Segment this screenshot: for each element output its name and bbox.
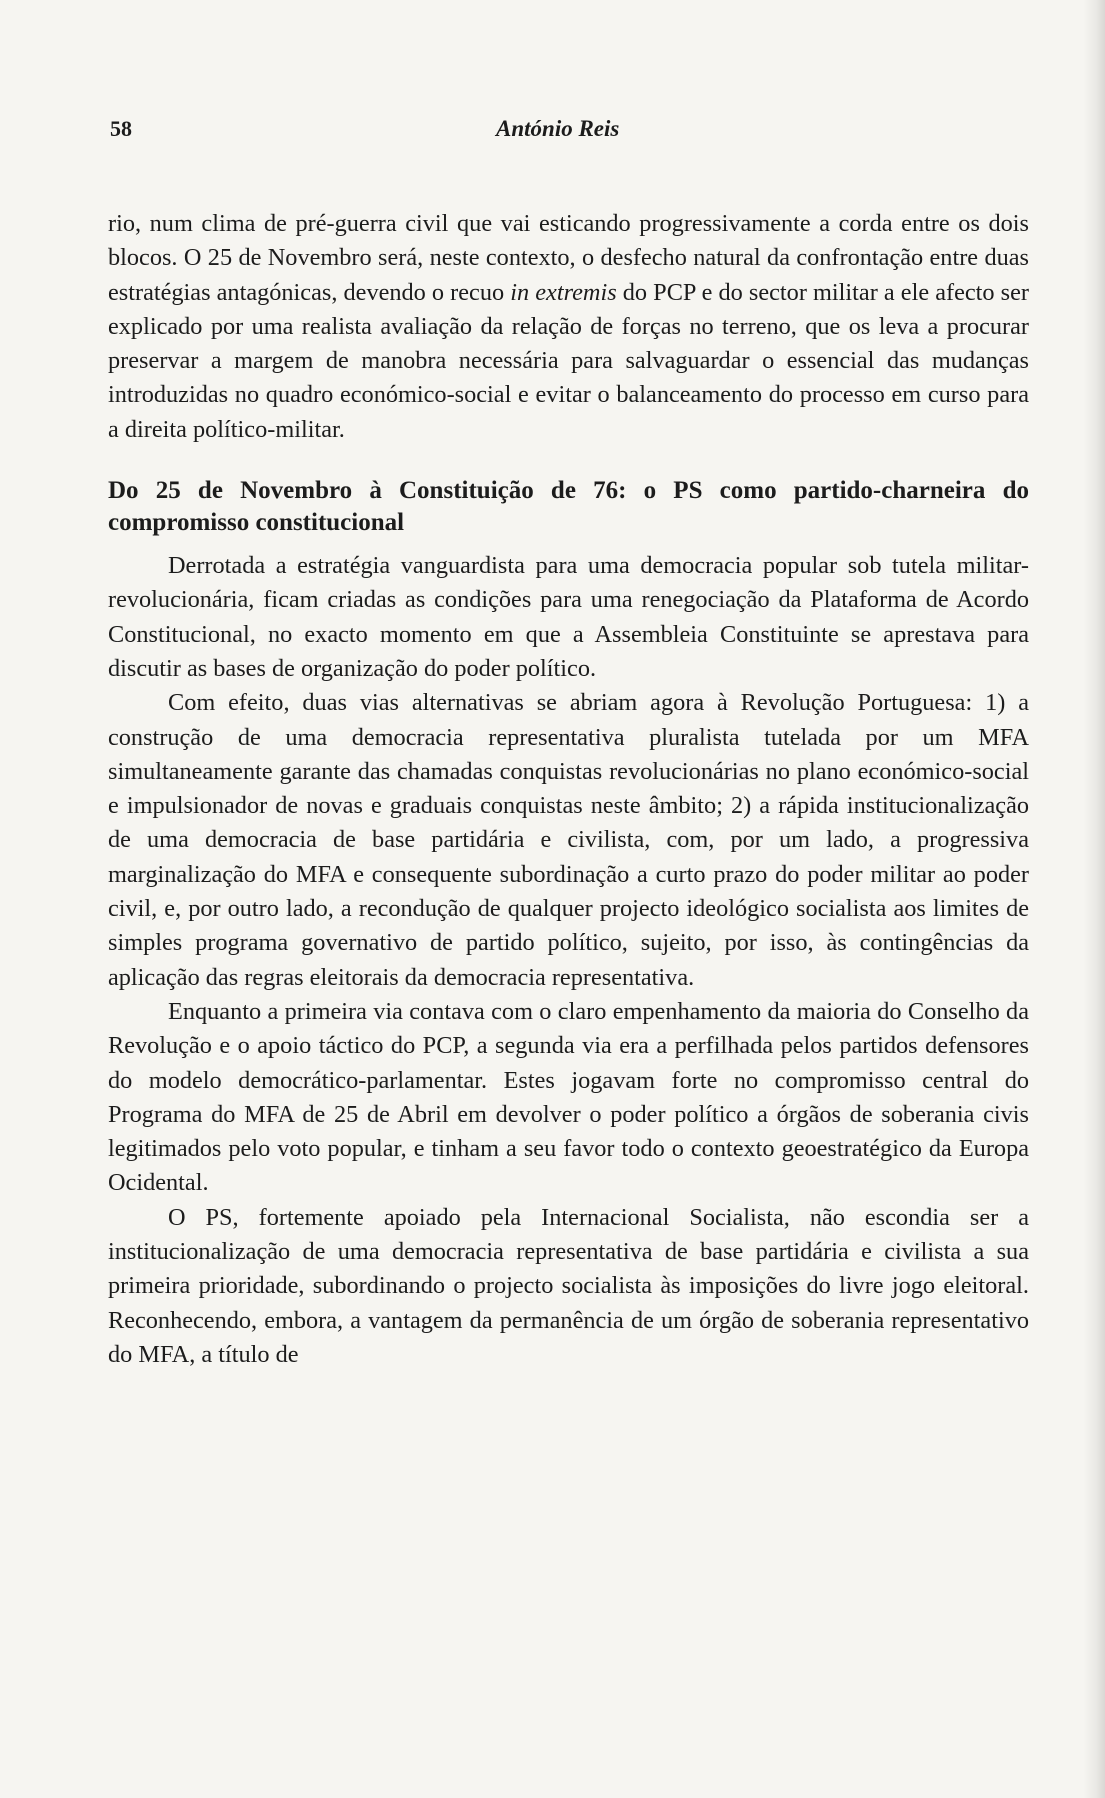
body-text <box>108 207 1029 1372</box>
paragraph: Com efeito, duas vias alternativas se abriam agora à Revolução Portuguesa: 1) a construção de uma democracia representativa pluralista tutelada por um MFA simultaneamente garante das chamadas conquistas revolucionárias no plano económico-social e impulsionador de novas e graduais conquistas neste âmbito; 2) a rápida institucionalização de uma democracia de base partidária e civilista, com, por um lado, a progressiva marginalização do MFA e consequente subordinação a curto prazo do poder militar ao poder civil, e, por outro lado, a recondução de qualquer projecto ideológico socialista aos limites de simples programa governativo de partido político, sujeito, por isso, às contingências da aplicação das regras eleitorais da democracia representativa. <box>108 689 1029 991</box>
page-header <box>110 116 1030 146</box>
paragraph: O PS, fortemente apoiado pela Internacional Socialista, não escondia ser a institucionalização de uma democracia representativa de base partidária e civilista a sua primeira prioridade, subordinando o projecto socialista às imposições do livre jogo eleitoral. Reconhecendo, embora, a vantagem da permanência de um órgão de soberania representativo do MFA, a título de <box>108 1203 1029 1368</box>
paragraph: Derrotada a estratégia vanguardista para uma democracia popular sob tutela militar-revolucionária, ficam criadas as condições para uma renegociação da Plataforma de Acordo Constitucional, no exacto momento em que a Assembleia Constituinte se aprestava para discutir as bases de organização do poder político. <box>108 552 1029 682</box>
paragraph-text: do PCP e do sector militar a ele afecto ser explicado por uma realista avaliação da relação de forças no terreno, que os leva a procurar preservar a margem de manobra necessária para salvaguardar o essencial das mudanças introduzidas no quadro económico-social e evitar o balanceamento do processo em curso para a direita político-militar. <box>108 278 1029 443</box>
paragraph-continued <box>108 207 1029 447</box>
page-edge-shadow <box>1083 0 1105 1798</box>
italic-term: in extremis <box>510 278 617 306</box>
paragraph: Enquanto a primeira via contava com o claro empenhamento da maioria do Conselho da Revolução e o apoio táctico do PCP, a segunda via era a perfilhada pelos partidos defensores do modelo democrático-parlamentar. Estes jogavam forte no compromisso central do Programa do MFA de 25 de Abril em devolver o poder político a órgãos de soberania civis legitimados pelo voto popular, e tinham a seu favor todo o contexto geoestratégico da Europa Ocidental. <box>108 997 1029 1197</box>
paragraph-text: rio, num clima de pré-guerra civil que vai esticando progressivamente a corda entre os dois blocos. O 25 de Novembro será, neste contexto, o desfecho natural da confrontação entre duas estratégias antagónicas, devendo o recuo <box>108 210 1029 306</box>
page-number: 58 <box>110 116 132 141</box>
section-heading: Do 25 de Novembro à Constituição de 76: o PS como partido-charneira do compromisso constitucional <box>108 477 1029 537</box>
running-head-author: António Reis <box>496 116 620 141</box>
